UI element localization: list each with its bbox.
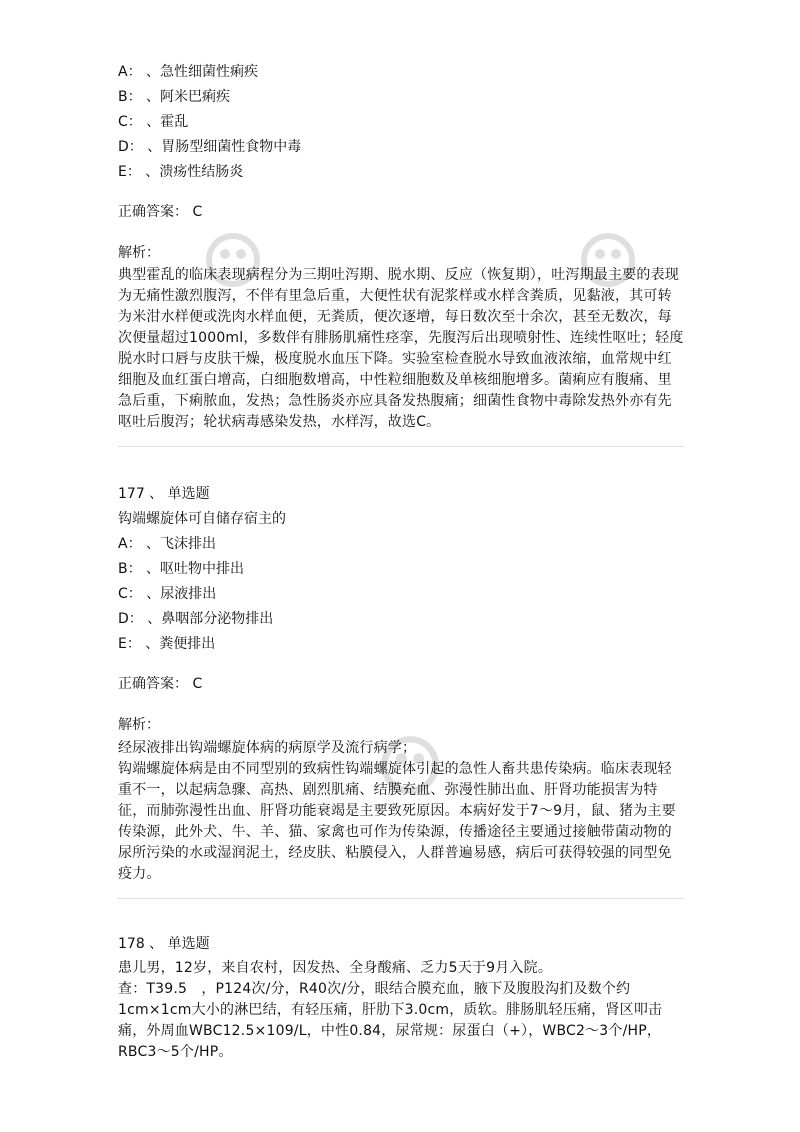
q177-analysis-paragraph-2: 钩端螺旋体病是由不同型别的致病性钩端螺旋体引起的急性人畜共患传染病。临床表现轻重不一，以起病急骤、高热、剧烈肌痛、结膜充血、弥漫性肺出血、肝肾功能损害为特征，而肺弥漫性出血、肝肾功能衰竭是主要致死原因。本病好发于7～9月，鼠、猪为主要传染源，此外犬、牛、羊、猫、家禽也可作为传染源，传播途径主要通过接触带菌动物的尿所污染的水或湿润泥土，经皮肤、粘膜侵入，人群普遍易感，病后可获得较强的同型免疫力。 [118,761,676,882]
q176-answer: 正确答案： C [118,204,203,220]
q176-option-e: E： 、溃疡性结肠炎 [118,164,244,180]
q177-analysis-label: 解析： [118,717,160,733]
q178-header: 178 、 单选题 [118,936,210,952]
q177-answer: 正确答案： C [118,676,203,692]
q178-stem-paragraph-2: 查：T39.5 ，P124次/分，R40次/分，眼结合膜充血，腋下及腹股沟扪及数个约1cm×1cm大小的淋巴结，有轻压痛，肝肋下3.0cm，质软。腓肠肌轻压痛，肾区叩击痛，外周血WBC12.5×109/L，中性0.84，尿常规：尿蛋白（+），WBC2～3个/HP，RBC3～5个/HP。 [118,981,663,1060]
q176-option-b: B： 、阿米巴痢疾 [118,89,231,105]
q177-option-b: B： 、呕吐物中排出 [118,561,245,577]
q177-option-c: C： 、尿液排出 [118,586,217,602]
q177-analysis-text [118,738,684,885]
q176-option-c: C： 、霍乱 [118,114,189,130]
q177-stem: 钩端螺旋体可自储存宿主的 [118,511,286,527]
q177-analysis-paragraph-1: 经尿液排出钩端螺旋体病的病原学及流行病学； [118,740,417,756]
q177-option-e: E： 、粪便排出 [118,636,216,652]
q177-option-d: D： 、鼻咽部分泌物排出 [118,611,274,627]
q176-option-a: A： 、急性细菌性痢疾 [118,64,259,80]
question-divider [118,898,684,899]
q176-analysis-paragraph: 典型霍乱的临床表现病程分为三期吐泻期、脱水期、反应（恢复期），吐泻期最主要的表现为无痛性激烈腹泻，不伴有里急后重，大便性状有泥浆样或水样含粪质，见黏液，其可转为米泔水样便或洗肉水样血便，无粪质，便次逐增，每日数次至十余次，甚至无数次，每次便量超过1000ml，多数伴有腓肠肌痛性痉挛，先腹泻后出现喷射性、连续性呕吐；轻度脱水时口唇与皮肤干燥，极度脱水血压下降。实验室检查脱水导致血液浓缩，血常规中红细胞及血红蛋白增高，白细胞数增高，中性粒细胞数及单核细胞增多。菌痢应有腹痛、里急后重，下痢脓血，发热；急性肠炎亦应具备发热腹痛；细菌性食物中毒除发热外亦有先呕吐后腹泻；轮状病毒感染发热，水样泻，故选C。 [118,267,684,430]
question-divider [118,446,684,447]
q178-stem [118,958,684,1063]
q177-option-a: A： 、飞沫排出 [118,536,217,552]
q176-analysis-text [118,265,684,433]
q176-analysis-label: 解析： [118,245,160,261]
q178-stem-paragraph-1: 患儿男，12岁，来自农村，因发热、全身酸痛、乏力5天于9月入院。 [118,960,553,976]
q177-header: 177 、 单选题 [118,486,210,502]
q176-option-d: D： 、胃肠型细菌性食物中毒 [118,139,302,155]
